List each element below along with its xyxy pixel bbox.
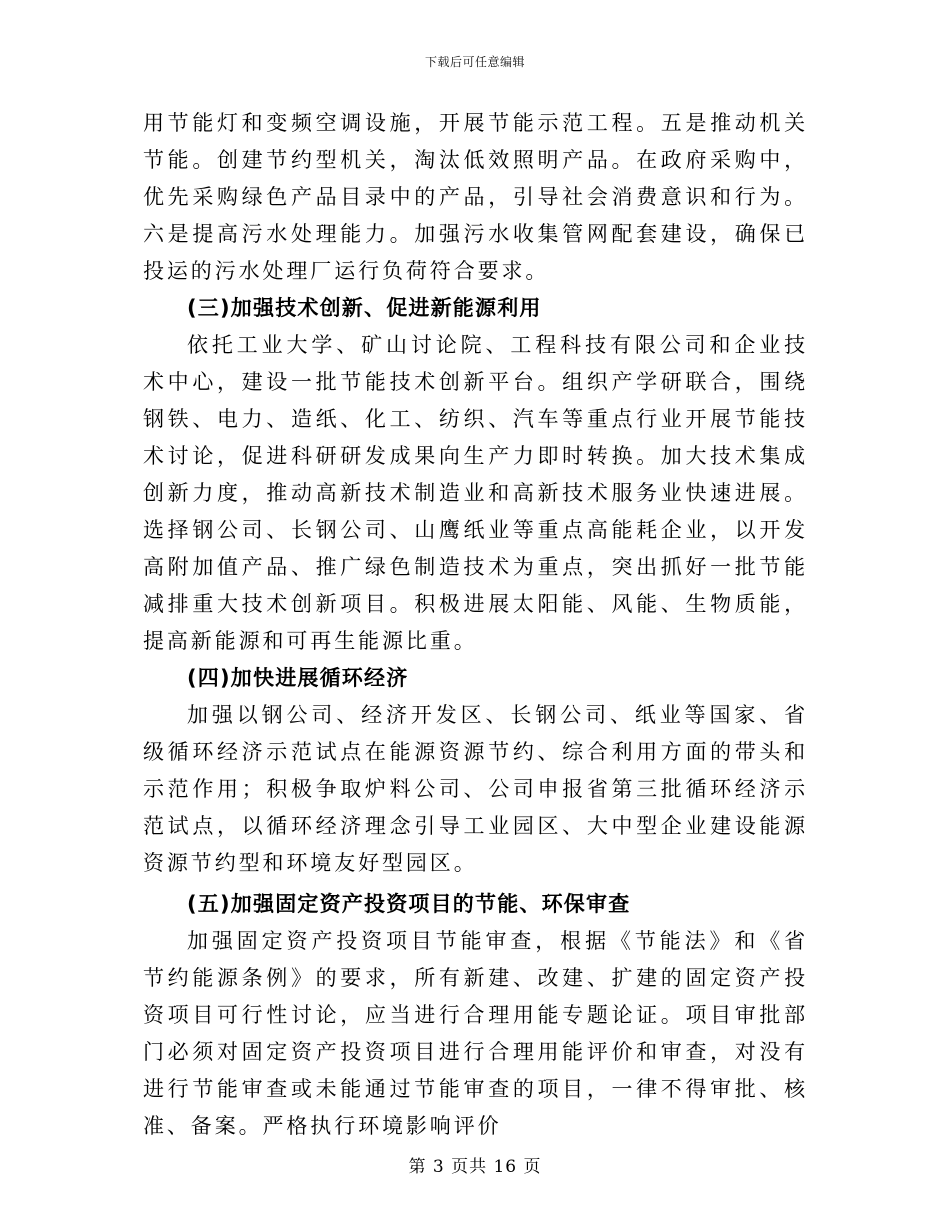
paragraph-investment-review: 加强固定资产投资项目节能审查，根据《节能法》和《省节约能源条例》的要求，所有新建、改建、扩建的固定资产投资项目可行性讨论，应当进行合理用能专题论证。项目审批部门必须对固定资产投资项目进行合理用能评价和审查，对没有进行节能审查或未能通过节能审查的项目，一律不得审批、核准、备案。严格执行环境影响评价	[143, 929, 808, 1138]
section-heading-5: (五)加强固定资产投资项目的节能、环保审查	[187, 892, 631, 916]
page-footer: 第 3 页共 16 页	[408, 1157, 542, 1177]
section-heading-4: (四)加快进展循环经济	[187, 666, 409, 690]
paragraph-continued: 用节能灯和变频空调设施，开展节能示范工程。五是推动机关节能。创建节约型机关，淘汰低效照明产品。在政府采购中，优先采购绿色产品目录中的产品，引导社会消费意识和行为。六是提高污水处理能力。加强污水收集管网配套建设，确保已投运的污水处理厂运行负荷符合要求。	[143, 111, 808, 283]
document-body	[143, 105, 808, 1145]
page-header: 下载后可任意编辑	[424, 55, 525, 69]
paragraph-circular-economy: 加强以钢公司、经济开发区、长钢公司、纸业等国家、省级循环经济示范试点在能源资源节约、综合利用方面的带头和示范作用；积极争取炉料公司、公司申报省第三批循环经济示范试点，以循环经济理念引导工业园区、大中型企业建设能源资源节约型和环境友好型园区。	[143, 703, 808, 875]
section-heading-3: (三)加强技术创新、促进新能源利用	[187, 296, 542, 320]
paragraph-tech-innovation: 依托工业大学、矿山讨论院、工程科技有限公司和企业技术中心，建设一批节能技术创新平台。组织产学研联合，围绕钢铁、电力、造纸、化工、纺织、汽车等重点行业开展节能技术讨论，促进科研研发成果向生产力即时转换。加大技术集成创新力度，推动高新技术制造业和高新技术服务业快速进展。选择钢公司、长钢公司、山鹰纸业等重点高能耗企业，以开发高附加值产品、推广绿色制造技术为重点，突出抓好一批节能减排重大技术创新项目。积极进展太阳能、风能、生物质能，提高新能源和可再生能源比重。	[143, 333, 808, 653]
